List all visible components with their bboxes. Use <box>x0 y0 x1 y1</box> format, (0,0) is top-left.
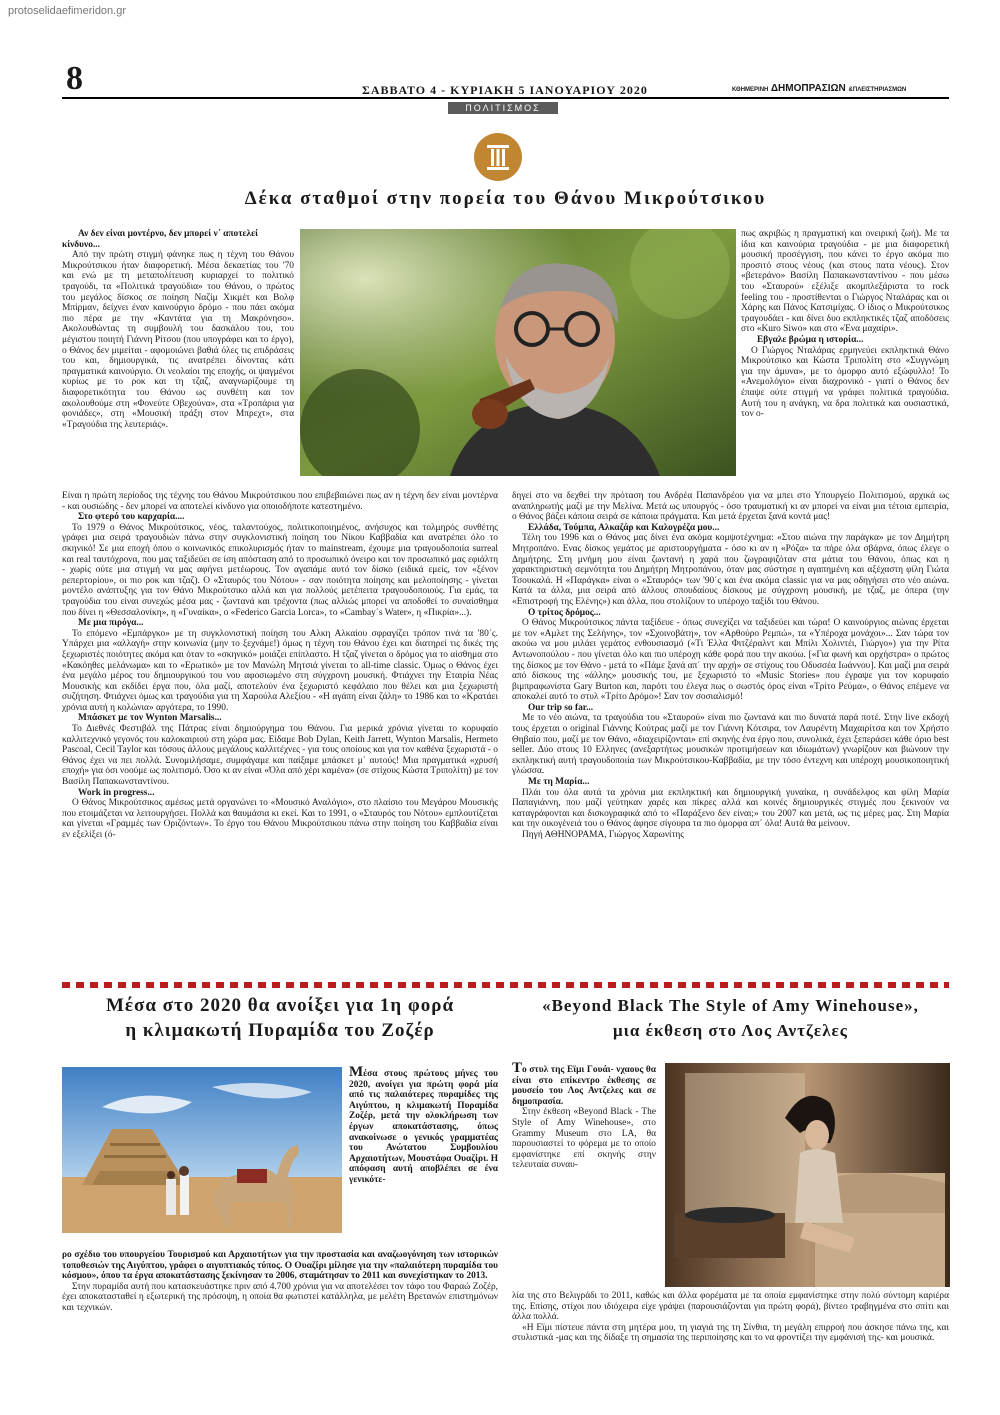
article-paragraph: Είναι η πρώτη περίοδος της τέχνης του Θάνου Μικρούτσικου που επιβεβαιώνει πως αν η τέχνη δεν είναι μοντέρνα - και ουσιώδης - δεν μπορεί να αποτελεί κίνδυνο για οποιοδήποτε κατεστημένο. <box>62 491 498 512</box>
masthead-suffix: &ΠΛΕΙΣΤΗΡΙΑΣΜΩΝ <box>848 87 907 93</box>
pyramid-headline-line2: η κλιμακωτή Πυραμίδα του Ζοζέρ <box>125 1020 435 1041</box>
pyramid-headline-line1: Μέσα στο 2020 θα ανοίξει για 1η φορά <box>105 995 455 1016</box>
dropcap: Τ <box>512 1060 523 1076</box>
article-subhead: Μπάσκετ με τον Wynton Marsalis... <box>78 713 222 724</box>
article-subhead: Στο φτερό του καρχαρία.... <box>78 512 185 523</box>
newspaper-masthead <box>732 83 906 94</box>
masthead-title: ΔΗΜΟΠΡΑΣΙΩΝ <box>770 83 846 94</box>
article-wide-column-right <box>512 491 949 841</box>
pyramid-lead <box>349 1064 499 1186</box>
site-watermark: protoselidaefimeridon.gr <box>8 5 127 17</box>
article-paragraph: δηγεί στο να δεχθεί την πρόταση του Ανδρέα Παπανδρέου για να μπει στο Υπουργείο Πολιτισμού, αρχικά ως αναπληρωτής μαζί με την Μελίνα. Μετά ως υπουργός - όσο τραυματική κι αν μπορεί να είναι μια τέτοια εμπειρία, ο Θάνος βάζει κάποια σειρά σε κάποια πράγματα. Και μετά έρχεται ξανά κοντά μας! <box>512 491 949 523</box>
article-paragraph: Ο Γιώργος Νταλάρας ερμηνεύει εκπληκτικά Θάνο Μικρούτσικο και Κώστα Τριπολίτη στο «Συγγνώμη για την άμυνα», με το όμορφο αυτό εξώφυλλο! Το «Ανεμολόγιο» είναι διαχρονικό - γιατί ο Θάνος δεν έπαψε ούτε στιγμή να γράφει πολιτικά τραγούδια. Αυτή του η ανάγκη, να δρα πολιτικά και ουσιαστικά, τον ο- <box>741 345 949 420</box>
winehouse-lead-first: ο στυλ της Εϊμι Γουάι- <box>522 1065 614 1075</box>
article-headline: Δέκα σταθμοί στην πορεία του Θάνου Μικρούτσικου <box>244 188 767 209</box>
article-column-right <box>741 229 949 420</box>
winehouse-lead <box>512 1060 656 1107</box>
winehouse-headline <box>512 993 949 1043</box>
article-paragraph: Από την πρώτη στιγμή φάνηκε πως η τέχνη του Θάνου Μικρούτσικου ήταν διαφορετική. Μέσα δεκαετίας του '70 και ενώ με τη μεταπολίτευση κυριαρχεί το πολιτικό τραγούδι, τα «Πολιτικά τραγούδια» του Θάνου, ο πρώτος του μεγάλος δίσκος σε ποίηση Ναζίμ Χικμέτ και Βολφ Μπίρμαν, δείχνει έναν καινούργιο δρόμο - που πάει ακόμα πιο πέρα με την «Καντάτα για τη Μακρόνησο». Ακολουθώντας τη συμβουλή του δασκάλου του, του μέγιστου ποιητή Γιάννη Ρίτσου (που υπογράφει και το έργο), ο Θάνος δεν μιμείται - αφομοιώνει βαθιά όλες τις επιδράσεις του και, δημιουργικά, τις ανατρέπει δίνοντας κάτι πραγματικά καινούργιο. Οι νεολαίοι της εποχής, οι ψαγμένοι κυρίως με το ροκ και τη τζαζ, αναγνωρίζουμε τη διαφορετικότητα του Θάνου ως συνθέτη και τον ακολουθούμε στη «Φονεύτε Οβεχούνα», στα «Τροπάρια για φονιάδες», στη «Μουσική πράξη στον Μπρεχτ», στα «Τραγούδια της λευτεριάς». <box>62 250 294 430</box>
portrait-image <box>300 229 736 476</box>
pyramid-lead-rest: μήνες του 2020, ανοίγει για πρώτη φορά μία από τις παλαιότερες πυραμίδες της Αιγύπτου, η κλιμακωτή Πυραμίδα Ζοζέρ, μετά την ολοκλήρωση των έργων αποκατάστασης, όπως ανακοίνωσε ο γενικός γραμματέας του Ανώτατου Συμβουλίου Αρχαιοτήτων, Μουστάφα Ουαζίρι. Η απόφαση αυτή αποβλέπει σε ένα γενικότε- <box>349 1069 499 1185</box>
article-paragraph: πως ακριβώς η πραγματική και ονειρική ζωή). Με τα ίδια και καινούρια τραγούδια - με μια διαφορετική μουσική προσέγγιση, που κάνει το έργο ακόμα πιο προσιτό στους νέους (και στους πατα νέους). Στον «βετεράνο» Βασίλη Παπακωνσταντίνου - που μέσω του «Σταυρού» εξέλιξε ακομπλεξάριστα το rock feeling του - προστίθενται ο Γιώργος Νταλάρας και οι Χάρης και Πάνος Κατσιμίχας. Ο ίδιος ο Μικρούτσικος τραγουδάει - και δίνει δυο εκπληκτικές τζαζ αποδόσεις στο «Kuro Siwo» και στο «Ένα μαχαίρι». <box>741 229 949 335</box>
winehouse-headline-line2: μια έκθεση στο Λος Αντζελες <box>613 1021 848 1040</box>
article-source: Πηγή ΑΘΗΝΟΡΑΜΑ, Γιώργος Χαρωνίτης <box>522 830 684 840</box>
article-column-left <box>62 229 294 430</box>
column-icon <box>474 133 522 181</box>
article-subhead: Με μια πιρόγα... <box>78 618 144 629</box>
page-number: 8 <box>66 60 83 97</box>
section-label: ΠΟΛΙΤΙΣΜΟΣ <box>448 102 558 114</box>
winehouse-lead-rest: νχαους θα είναι στο επίκεντρο έκθεσης σε μουσείο του Λος Αντζελες και σε δημοπρασία. <box>512 1065 656 1107</box>
winehouse-photo <box>665 1063 950 1287</box>
winehouse-headline-line1: «Beyond Black The Style of Amy Winehouse», <box>542 996 919 1015</box>
article-subhead: Εβγαλε βρώμα η ιστορία... <box>757 334 864 345</box>
article-subhead: Ο τρίτος δρόμος... <box>528 607 601 618</box>
section-divider <box>62 982 949 988</box>
article-lead-subhead: Αν δεν είναι μοντέρνο, δεν μπορεί ν΄ αποτελεί κίνδυνο... <box>62 229 259 250</box>
pyramid-paragraph-bold: ρο σχέδιο του υπουργείου Τουρισμού και Αρχαιοτήτων για την προστασία και αναζωογόνηση των ιστορικών τοποθεσιών της Αιγύπτου, γράφει ο αιγυπτιακός τύπος. Ο Ουαζίρι μίλησε για την «παλαιότερη πυραμίδα του κόσμου», όπου τα έργα αποκατάστασης ξεκίνησαν το 2006, σταμάτησαν το 2011 και συνεχίστηκαν το 2013. <box>62 1250 498 1282</box>
article-wide-column-left <box>62 491 498 841</box>
article-subhead: Ελλάδα, Τούμπα, Αλκαζάρ και Καλογρέζα μου... <box>528 522 720 533</box>
pyramid-photo <box>62 1067 342 1233</box>
article-paragraph: Πλάι του όλα αυτά τα χρόνια μια εκπληκτική και δημιουργική γυναίκα, η συνάδελφος και φίλη Μαρία Παπαγιάννη, που μαζί γεύτηκαν χαρές και πίκρες αλλά και κοινές δημιουργικές στιγμές που ξεκινούν να καταγράφονται και δισκογραφικά από το «Παράξενο δεν είναι;» του 2007 και μετά, ως τις μέρες μας. Στη Μαρία και την οικογένειά του ο Θάνος άφησε σίγουρα τα πιο όμορφα απ΄ όλα! Αυτά θα μείνουν. <box>512 787 949 830</box>
winehouse-lead-column <box>512 1060 656 1171</box>
masthead-prefix: ΚΘΗΜΕΡΙΝΗ <box>732 87 769 93</box>
dropcap: Μ <box>349 1064 364 1080</box>
winehouse-body <box>512 1291 949 1344</box>
portrait-photo <box>300 229 736 476</box>
pyramid-lead-first: έσα στους πρώτους <box>363 1069 449 1079</box>
issue-date: ΣΑΒΒΑΤΟ 4 - ΚΥΡΙΑΚΗ 5 ΙΑΝΟΥΑΡΙΟΥ 2020 <box>362 83 648 97</box>
article-subhead: Our trip so far... <box>528 702 594 713</box>
article-paragraph: Το επόμενο «Εμπάργκο» με τη συγκλονιστική ποίηση του Αλκη Αλκαίου σφραγίζει τρόπον τινά τα '80΄ς. Υπάρχει μια «αλλαγή» στην κοινωνία (μην το ξεχνάμε!) όμως η τέχνη του Θάνου έχει και διατηρεί τις δικές της ξεχωριστές ποιότητες ακόμα και όταν το «σκηνικό» μοιάζει επίπλαστο. Η τζαζ γίνεται ο δρόμος για το αίσθημα στο «Κακόηθες μελάνωμα» και το «Ερωτικό» με τον Μανώλη Μητσιά γίνεται το all-time classic. Όμως ο Θάνος έχει ένα μεγάλο μέρος του δημιουργικού του νου αφοσιωμένο στη σύγχρονη μουσική. Φτιάχνει την Εταιρία Νέας Μουσικής και εκδίδει έργα που, όλα μαζί, αποτελούν ένα ξεχωριστό κεφάλαιο που θέλει και μια ξεχωριστή συζήτηση. Φτιάχνει όμως και τραγούδια για τη Χαρούλα Αλεξίου - «Η αγάπη είναι ζάλη» το 1986 και το «Κρατάει χρόνια αυτή η κολώνια» αργότερα, το 1990. <box>62 628 498 713</box>
winehouse-image <box>665 1063 950 1287</box>
pyramid-body <box>62 1250 498 1314</box>
article-paragraph: Το Διεθνές Φεστιβάλ της Πάτρας είναι δημιούργημα του Θάνου. Για μερικά χρόνια γίνεται το κορυφαίο καλλιτεχνικό γεγονός του καλοκαιριού στη χώρα μας. Είδαμε Bob Dylan, Keith Jarrett, Wynton Marsalis, Hermeto Pascoal, Cecil Taylor και τόσους άλλους μεγάλους καλλιτέχνες - για τους οποίους και για τον καθένα ξεχωριστά - ο Θάνος έχει να πει πολλά. Συνομιλήσαμε, συμφάγαμε και παίξαμε μπάσκετ μ΄ αυτούς! Μια πραγματικά «χρυσή εποχή» για όσι νοούμε ως πολιτισμό. Όσο κι αν είναι «Όλα από χέρι καμένα» (σε στίχους Κώστα Τριπολίτη) με τον Βασίλη Παπακωνσταντίνου. <box>62 724 498 788</box>
article-subhead: Work in progress... <box>78 787 155 798</box>
pyramid-headline <box>62 993 498 1043</box>
article-paragraph: Τέλη του 1996 και ο Θάνος μας δίνει ένα ακόμα κομψοτέχνημα: «Στου αιώνα την παράγκα» με τον Δημήτρη Μητροπάνο. Ενας δίσκος γεμάτος με αριστουργήματα - όσο κι αν η «Ρόζα» τα πήρε όλα σβάρνα, όπως έλεγε ο Δημήτρης. Στη μνήμη μου είναι ζωντανή η χαρά που ζωγραφιζόταν στα μάτια του Θάνου, όπως και η χαρακτηριστική σεμνότητα του Δημήτρη Μητροπάνου, όταν μας σύστησε η αγαπημένη και αξέχαστη φίλη Γιώτα Τσουκαλά. Η «Παράγκα» είναι ο «Σταυρός» των '90΄ς και ένα ακόμα classic για να μας οδηγήσει στο νέο αιώνα. Κατά τα άλλα, μια σειρά από άλλους σπουδαίους δίσκους με σύγχρονη μουσική, με τζαζ, με όπερα (την «Επιστροφή της Ελένης») και άλλα, που στολίζουν το υπέροχο ταξίδι του Θάνου. <box>512 533 949 607</box>
winehouse-paragraph: λία της στο Βελιγράδι το 2011, καθώς και άλλα φορέματα με τα οποία εμφανίστηκε στην πολύ σύντομη καριέρα της. Επίσης, στίχοι που ιδιόχειρα είχε γράψει (παρουσιάζονται για πρώτη φορά), βίντεο τραβηγμένα στο σπίτι και άλλα πολλά. <box>512 1291 949 1323</box>
pyramid-lead-column <box>349 1064 499 1186</box>
article-paragraph: Με το νέο αιώνα, τα τραγούδια του «Σταυρού» είναι πιο ζωντανά και πιο δυνατά παρά ποτέ. Στην live εκδοχή τους έρχεται ο original Γιάννης Κούτρας μαζί με τον Γιάννη Κότσιρα, τον Λαυρέντη Μαχαιρίτσα και τον Χρήστο Θηβαίο που, μαζί με τον Θάνο, «διαχειρίζονται» επί σκηνής ένα έργο που, συνολικά, έχει ξεπεράσει κάθε όριο best seller. Δύο στους 10 Ελληνες (ανεξαρτήτως μουσικών προτιμήσεων και ιδιωμάτων) γνωρίζουν και βιώνουν την εκπληκτική αυτή τραγουδοποιία των Μικρούτσικου-Καββαδία, με την τόσο έντεχνη και υπέροχη μουσικοποιητική γλώσσα. <box>512 713 949 777</box>
pyramid-image <box>62 1067 342 1233</box>
article-subhead: Με τη Μαρία... <box>528 777 590 788</box>
winehouse-quote: «Η Εϊμι πίστευε πάντα στη μητέρα μου, τη γιαγιά της τη Σίνθια, τη μεγάλη επιρροή που άσκησε πάνω της, και στυλιστικά -μας και της δίδαξε τη σημασία της περιποίησης και το να φροντίζει την εμφάνισή της- και μουσικά. <box>512 1322 949 1344</box>
winehouse-paragraph: Στην έκθεση «Beyond Black - The Style of Amy Winehouse», στο Grammy Museum στο LA, θα παρουσιαστεί το φόρεμα με το οποίο εμφανίστηκε επί σκηνής στην τελευταία συναυ- <box>512 1107 656 1171</box>
article-paragraph: Ο Θάνος Μικρούτσικος αμέσως μετά οργανώνει το «Μουσικό Αναλόγιο», στο πλαίσιο του Μεγάρου Μουσικής που ετοιμάζεται να λειτουργήσει. Πολλά και θαυμάσια κι εκεί. Και το 1991, ο «Σταυρός του Νότου» εμπλουτίζεται και γίνεται «Γραμμές των Οριζόντων». Το έργο του Θάνου Μικρούτσικου πάνω στην ποίηση του Καββαδία είναι εν εξελίξει (ό- <box>62 798 498 840</box>
article-paragraph: Το 1979 ο Θάνος Μικρούτσικος, νέος, ταλαντούχος, πολιτικοποιημένος, ανήσυχος και τολμηρός συνθέτης γράφει μια σειρά τραγουδιών πάνω στην συγκλονιστική ποίηση του Νίκου Καββαδία και ανατρέπει όλο το σκηνικό! Σε μια εποχή όπου ο κοινωνικός επικολυρισμός ήταν το mainstream, έχουμε μια τραγουδοποιία surreal και real ταυτόχρονα, που μας ταξιδεύει σε ίση απόσταση από το προσωπικό όνειρο και τον προσωπικό μας εφιάλτη - χωρίς ούτε μια στιγμή να μας αφήνει μετέωρους. Τον αγαπάμε αυτό τον δίσκο (ειδικά εμείς, τον «ξένον ρεπερτορίου», οι πιο ροκ και τζαζ). Ο «Σταυρός του Νότου» - σαν ποιότητα ποίησης και μελοποίησης - γίνεται μοντέλο ανάπτυξης για τον Θάνο Μικρούτσικο αλλά και για πολλούς μετέπειτα τραγουδοποιούς. Για εμάς, τα τραγούδια του είναι συνεχώς μέσα μας - ζωντανά και τρέχοντα (πως αλλιώς μπορεί να αποδοθεί το συναίσθημα που δίνει η «Θεσσαλονίκη», η «Γυναίκα», ο «Federico Garcia Lorca», το «Cambay΄s Water», η «Πικρία»...). <box>62 522 498 618</box>
article-paragraph: Ο Θάνος Μικρούτσικος πάντα ταξίδευε - όπως συνεχίζει να ταξιδεύει και τώρα! Ο καινούργιος αιώνας έρχεται με τον «Αμλετ της Σελήνης», τον «Σχοινοβάτη», τον «Αρθούρο Ρεμπώ», τα «Υπέροχα μονάχοι»... Σαν τώρα τον ακούω να μου μιλάει γεμάτος ενθουσιασμό («Τι Έλλα Φιτζέραλντ και Μπίλι Χολιντέι, Γιώργο») για την Ρίτα Αντωνοπούλου - που γίνεται όλο και πιο υπέροχη κάθε φορά που την ακούω. [«Για φωνή και ορχήστρα» ο πρώτος της δίσκος με τον Θάνο - μετά το «Πάμε ξανά απ΄ την αρχή» σε στίχους του Οδυσσέα Ιωάννου]. Και μαζί μια σειρά από δίσκους της «άλλης» μουσικής του, με ξεχωριστό το «Music Stories» που έγραψε για τον κορυφαίο βιμπραφωνίστα Gary Burton και, παρότι του έλεγα πως ο σωστός όρος είναι «Τρίτο Ρεύμα», ο Θάνος επέμενε να αποκαλεί αυτό το στυλ «Τρίτο Δρόμο»! Σαν τον σοσιαλισμό! <box>512 618 949 703</box>
pyramid-paragraph: Στην πυραμίδα αυτή που κατασκευάστηκε πριν από 4.700 χρόνια για να αποτελέσει τον τάφο του Φαραώ Ζοζέρ, έχει αποκατασταθεί η εξωτερική της πρόσοψη, η οποία θα φωτιστεί κατάλληλα, με μελέτη Βρετανών επιστημόνων και τεχνικών. <box>62 1281 498 1313</box>
